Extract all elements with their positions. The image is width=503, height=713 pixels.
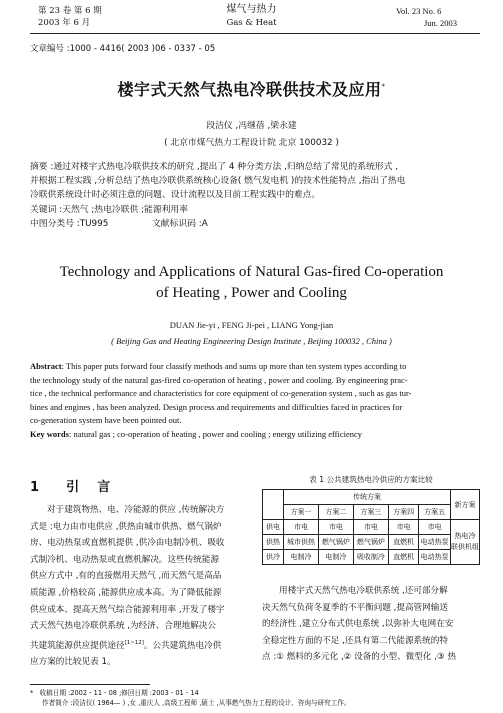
table-cell: 电动热泵: [419, 535, 451, 550]
abstract-cn-line: 冷联供系统设计时必须注意的问题、设计流程以及目前工程实践中的难点。: [30, 190, 321, 201]
table-cell: 燃气锅炉: [318, 535, 353, 550]
table-row: [263, 535, 480, 550]
table-row: [263, 550, 480, 565]
body-line: 质能源 ,价格较高 ,能源供应成本高。为了降低能源: [30, 587, 222, 598]
table-corner-cell: [263, 490, 284, 520]
footnote-received: [30, 688, 490, 698]
table-scheme-header: 方案一: [283, 505, 318, 520]
title-en-line: Technology and Applications of Natural Gas-fired Co-operation: [59, 264, 444, 280]
footnote-author-bio: 作者简介 :段洁仪( 1964— ) ,女 ,重庆人 ,高级工程师 ,硕士 ,从事燃气热力工程的设计、咨询与研究工作。: [42, 699, 351, 707]
comparison-table: [262, 489, 480, 565]
keywords-en-label: Key words: [30, 428, 69, 439]
table-cell: 市电: [318, 520, 353, 535]
table-scheme-header: 方案五: [419, 505, 451, 520]
table-cell: 燃气锅炉: [353, 535, 388, 550]
section-number: 1: [30, 480, 40, 495]
new-scheme-line: 联供机组: [450, 543, 479, 551]
table-row: [263, 520, 480, 535]
body-line: 用楼宇式天然气热电冷联供系统 ,还可部分解: [279, 586, 448, 596]
table-scheme-header: 方案三: [353, 505, 388, 520]
table-cell: 电制冷: [318, 550, 353, 565]
clc-number: 中图分类号 :TU995: [30, 218, 109, 229]
table-row-label: 供电: [263, 520, 284, 535]
document-code: 文献标识码 :A: [151, 218, 208, 229]
title-en: [0, 262, 503, 304]
table-cell: 市电: [419, 520, 451, 535]
body-line: [30, 635, 248, 654]
keywords-cn: 关键词 :天然气 ;热电冷联供 ;能源利用率: [30, 204, 189, 215]
header-journal-cn: 煤气与热力: [226, 4, 277, 15]
abstract-cn: [30, 160, 480, 231]
title-cn-text: 楼宇式天然气热电冷联供技术及应用: [117, 80, 382, 99]
title-cn: [0, 77, 503, 100]
body-line-text: 。公共建筑热电冷供: [143, 640, 222, 651]
title-en-line: of Heating , Power and Cooling: [156, 285, 347, 301]
body-line-text: 共建筑能源供应提供途径: [30, 640, 125, 651]
abstract-cn-line: 并根据工程实践 ,分析总结了热电冷联供系统核心设备( 燃气发电机 )的技术性能特点 ,指出了热电: [30, 176, 406, 187]
footnote: [30, 688, 490, 708]
body-line: 对于建筑物热、电、冷能源的供应 ,传统解决方: [47, 505, 225, 515]
abstract-cn-line: 摘要 :通过对楼宇式热电冷联供技术的研究 ,提出了 4 种分类方法 ,归纳总结了常见的系统形式 ,: [30, 162, 399, 172]
table-cell: 市电: [283, 520, 318, 535]
table-new-scheme-cell: [450, 520, 479, 565]
affiliation-en: ( Beijing Gas and Heating Engineering Design Institute , Beijing 100032 , China ): [111, 336, 392, 346]
header-journal-en: Gas & Heat: [226, 18, 277, 28]
header-rule: [30, 33, 480, 34]
table-cell: 市电: [388, 520, 419, 535]
header-date-en: Jun. 2003: [424, 18, 458, 28]
abstract-en-line: tice , the technical performance and characteristics for core equipment of co-generation system , such as gas tur-: [30, 388, 412, 398]
affiliation-cn: ( 北京市煤气热力工程设计院 北京 100032 ): [164, 138, 339, 148]
footnote-rule: [30, 684, 150, 685]
header-volume-issue: 第 23 卷 第 6 期: [38, 6, 102, 16]
section-title: 引 言: [66, 480, 111, 495]
header-date: 2003 年 6 月: [38, 18, 91, 28]
body-line: 全稳定性方面的不足 ,还具有第二代能源系统的特: [262, 635, 448, 646]
table-cell: 电动热泵: [419, 550, 451, 565]
body-line: 点 :① 燃料的多元化 ,② 设备的小型、微型化 ,③ 热: [262, 652, 456, 663]
table-cell: 电制冷: [283, 550, 318, 565]
citation: [1~12]: [124, 639, 144, 646]
abstract-en-label: Abstract: [30, 361, 62, 371]
article-number: 文章编号 :1000 - 4416( 2003 )06 - 0337 - 05: [30, 44, 216, 54]
section-heading: [30, 476, 110, 495]
table-cell: 吸收制冷: [353, 550, 388, 565]
abstract-en-line: co-generation system have been pointed out.: [30, 415, 182, 425]
keywords-en: : natural gas ; co-operation of heating , power and cooling ; energy utilizing efficiency: [68, 428, 363, 439]
body-line: 房、电动热泵或直燃机提供 ,供冷由电制冷机、吸收: [30, 538, 225, 549]
table-new-scheme-header: 新方案: [450, 490, 479, 520]
abstract-en-line: the technology study of the natural gas-fired co-operation of heating , power and cooling. By engineering prac-: [30, 374, 408, 385]
body-line: 式制冷机、电动热泵或直燃机解决。这些传统能源: [30, 554, 220, 565]
abstract-en: [30, 360, 480, 441]
classification-line: [30, 217, 480, 231]
table-scheme-header: 方案四: [388, 505, 419, 520]
body-line: 决天然气负荷冬夏季的不平衡问题 ,提高管网输送: [262, 602, 448, 613]
body-line: 供应方式中 ,有的直接燃用天然气 ,而天然气是高品: [30, 571, 222, 582]
footnote-received-text: 收稿日期 :2002 - 11 - 08 ;修回日期 :2003 - 01 - 14: [39, 689, 199, 697]
body-line: 式是 :电力由市电供应 ,供热由城市供热、燃气锅炉: [30, 521, 222, 532]
table-row-label: 供热: [263, 535, 284, 550]
table-caption: 表 1 公共建筑热电冷供应的方案比较: [309, 475, 433, 484]
table-group-header: 传统方案: [283, 490, 450, 505]
right-column-body: [262, 583, 480, 666]
title-mark: *: [381, 82, 386, 91]
abstract-en-line: : This paper puts forward four classify methods and sums up more than ten system types according to: [61, 361, 407, 371]
header-volume-issue-en: Vol. 23 No. 6: [396, 6, 442, 16]
table-cell: 直燃机: [388, 550, 419, 565]
body-line: 式天然气热电冷联供系统 ,为经济、合理地解决公: [30, 621, 216, 632]
table-scheme-header: 方案二: [318, 505, 353, 520]
body-line: 应方案的比较见表 1。: [30, 657, 116, 668]
table-row-label: 供冷: [263, 550, 284, 565]
table-cell: 直燃机: [388, 535, 419, 550]
footnote-mark: *: [30, 689, 34, 697]
abstract-en-line: bines and engines , has been analyzed. Design process and requirements and difficulties faced in practices for: [30, 401, 403, 412]
body-line: 的经济性 ,建立分布式供电系统 ,以弥补大电网在安: [262, 619, 454, 630]
new-scheme-line: 热电冷: [454, 532, 476, 540]
authors-en: DUAN Jie-yi , FENG Ji-pei , LIANG Yong-jian: [169, 320, 334, 330]
table-cell: 城市供热: [283, 535, 318, 550]
section1-body: [30, 502, 248, 671]
body-line: 供应成本、提高天然气综合能源利用率 ,开发了楼宇: [30, 604, 225, 615]
table-cell: 市电: [353, 520, 388, 535]
authors-cn: 段洁仪 ,冯继蓓 ,梁永建: [206, 121, 297, 131]
